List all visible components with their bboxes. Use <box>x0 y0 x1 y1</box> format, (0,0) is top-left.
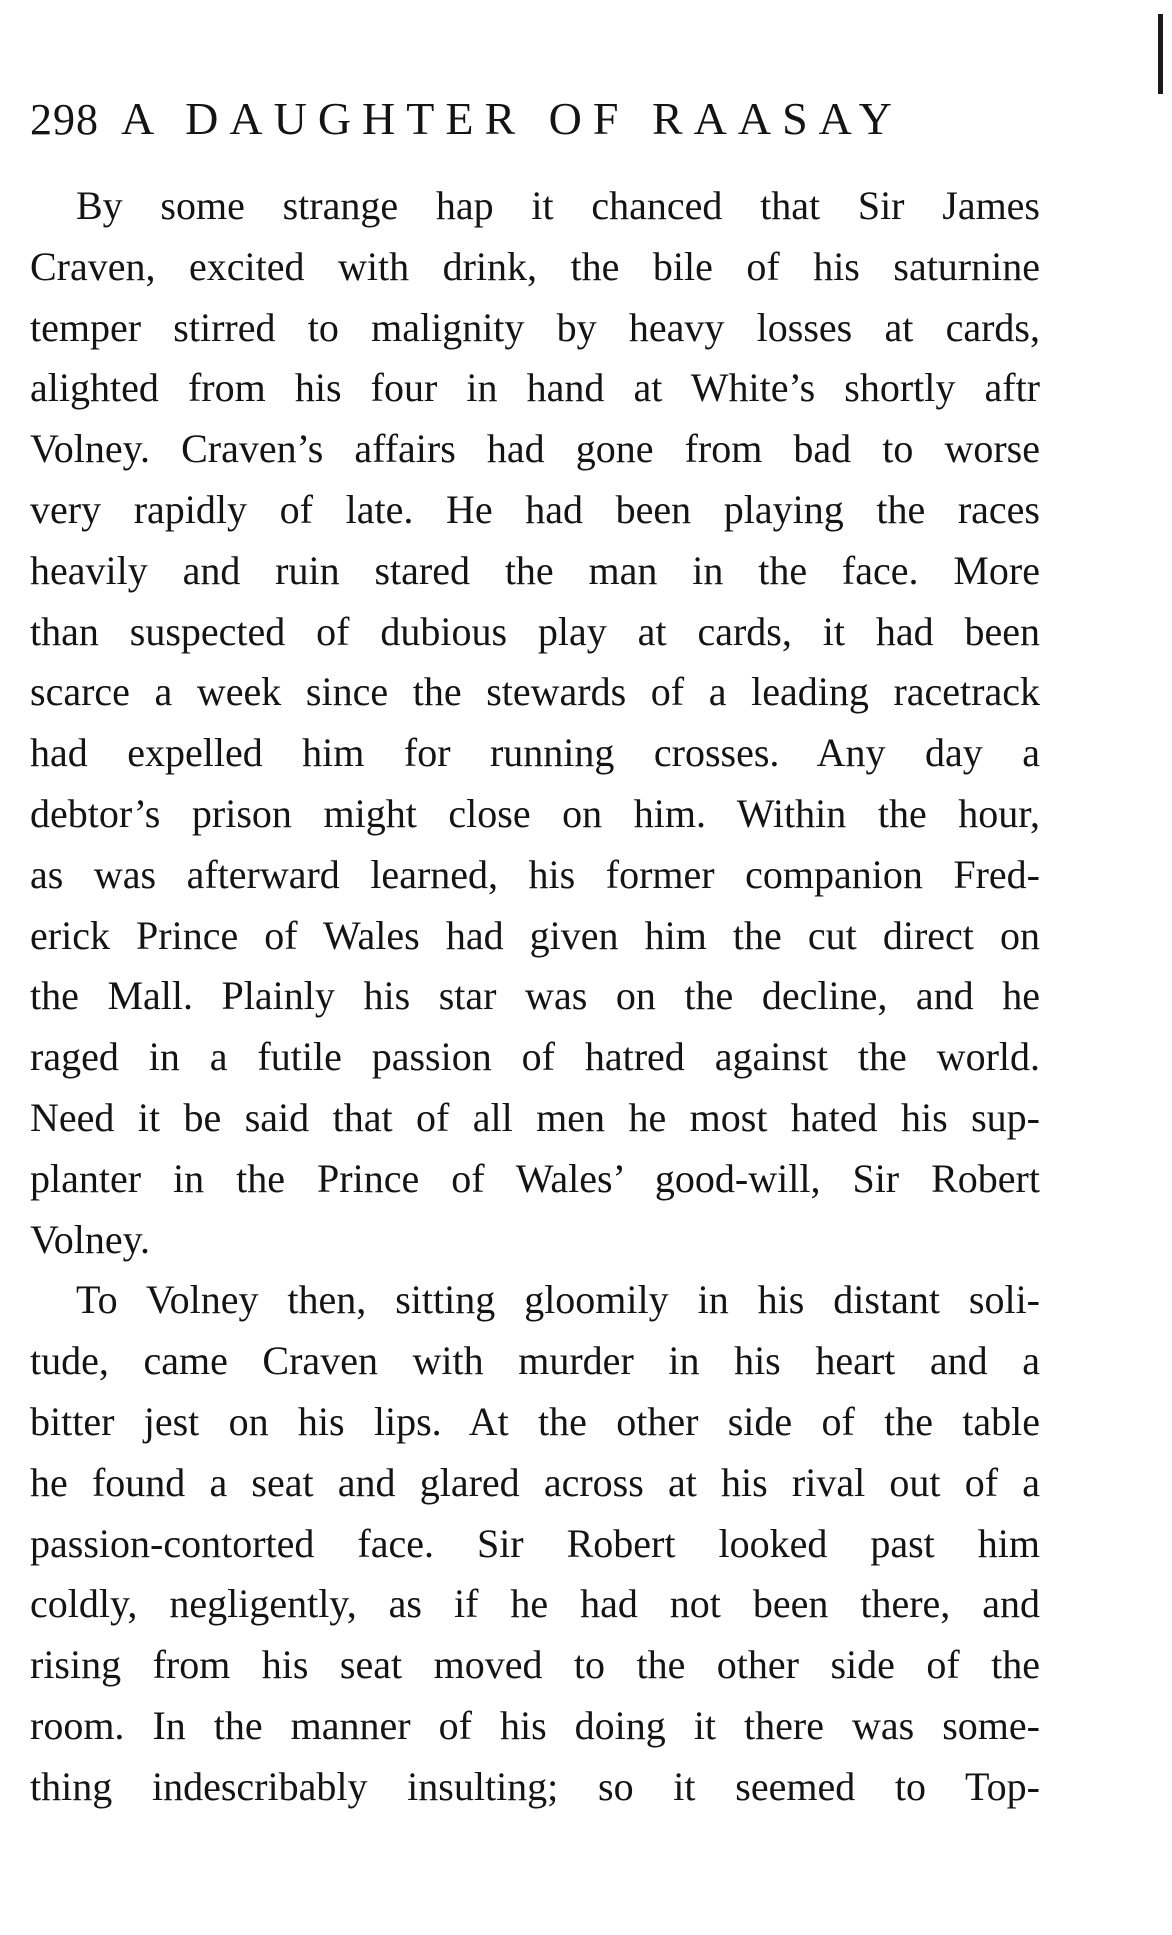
text-line: debtor’s prison might close on him. Within the hour, <box>30 790 1040 836</box>
text-line: planter in the Prince of Wales’ good-will, Sir Robert <box>30 1155 1040 1201</box>
text-line: heavily and ruin stared the man in the face. More <box>30 547 1040 593</box>
text-line: as was afterward learned, his former companion Fred- <box>30 851 1040 897</box>
text-line: very rapidly of late. He had been playing the races <box>30 486 1040 532</box>
text-line: alighted from his four in hand at White’s shortly aftr <box>30 365 1040 411</box>
text-line: thing indescribably insulting; so it seemed to Top- <box>30 1763 1040 1809</box>
text-line: Volney. <box>30 1216 150 1262</box>
text-line: than suspected of dubious play at cards, it had been <box>30 608 1040 654</box>
text-line: had expelled him for running crosses. Any day a <box>30 730 1040 776</box>
page-edge-mark <box>1158 14 1163 94</box>
text-line: passion-contorted face. Sir Robert looked past him <box>30 1520 1040 1566</box>
text-line: erick Prince of Wales had given him the cut direct on <box>30 912 1040 958</box>
running-header <box>30 92 1040 162</box>
text-line: room. In the manner of his doing it there was some- <box>30 1702 1040 1748</box>
running-title: A DAUGHTER OF RAASAY <box>121 93 903 144</box>
text-line: coldly, negligently, as if he had not been there, and <box>30 1581 1040 1627</box>
text-line: Volney. Craven’s affairs had gone from bad to worse <box>30 426 1040 472</box>
text-line: Craven, excited with drink, the bile of his saturnine <box>30 243 1040 289</box>
text-line: scarce a week since the stewards of a leading racetrack <box>30 669 1040 715</box>
body-text <box>30 176 1040 1818</box>
text-line: bitter jest on his lips. At the other side of the table <box>30 1398 1040 1444</box>
text-line: the Mall. Plainly his star was on the decline, and he <box>30 973 1040 1019</box>
text-line: tude, came Craven with murder in his heart and a <box>30 1338 1040 1384</box>
paragraph-2 <box>30 1270 1040 1817</box>
text-line: By some strange hap it chanced that Sir James <box>76 183 1040 228</box>
text-line: Need it be said that of all men he most hated his sup- <box>30 1094 1040 1140</box>
page-number: 298 <box>30 95 99 144</box>
text-line: rising from his seat moved to the other side of the <box>30 1642 1040 1688</box>
text-line: temper stirred to malignity by heavy losses at cards, <box>30 304 1040 350</box>
text-line: he found a seat and glared across at his rival out of a <box>30 1459 1040 1505</box>
paragraph-1 <box>30 176 1040 1270</box>
text-line: raged in a futile passion of hatred against the world. <box>30 1034 1040 1080</box>
text-line: To Volney then, sitting gloomily in his distant soli- <box>76 1277 1040 1323</box>
